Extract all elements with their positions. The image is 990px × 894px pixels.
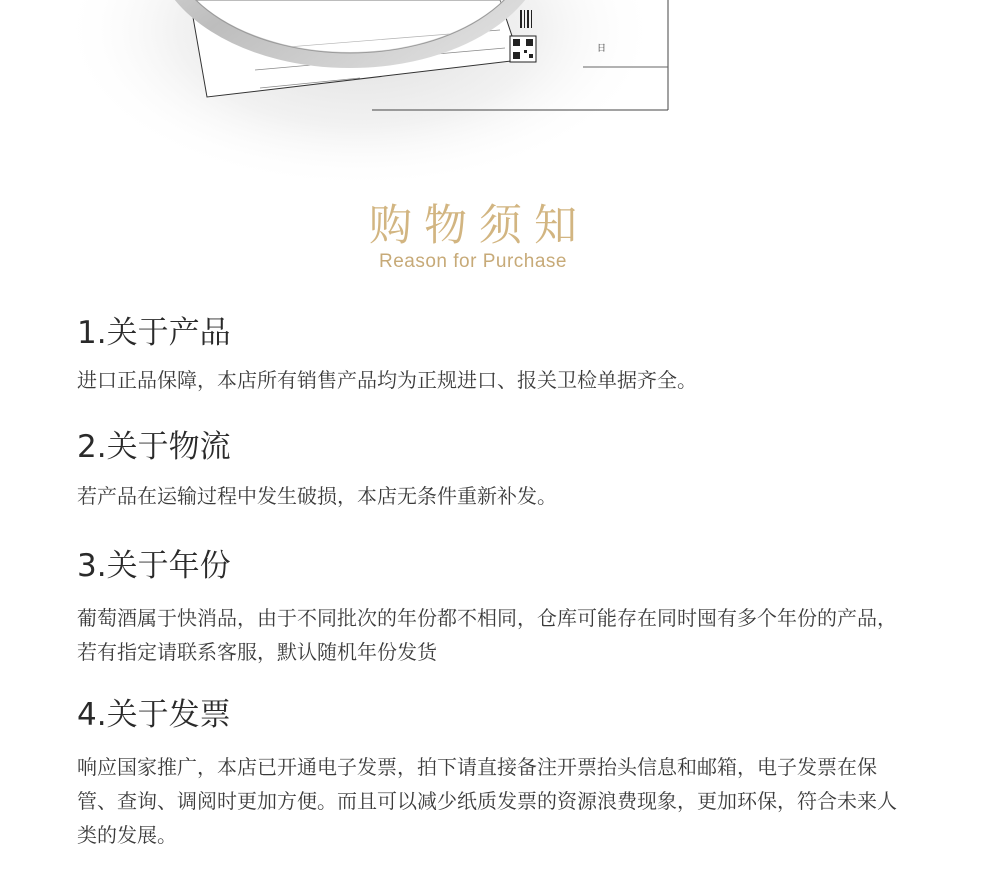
notice-section-invoice	[77, 695, 907, 852]
section-title: 3.关于年份	[77, 548, 231, 584]
hero-image	[0, 0, 990, 190]
section-body: 响应国家推广，本店已开通电子发票，拍下请直接备注开票抬头信息和邮箱，电子发票在保管、查询、调阅时更加方便。而且可以减少纸质发票的资源浪费现象，更加环保，符合未来人类的发展。	[77, 755, 897, 847]
section-body: 进口正品保障，本店所有销售产品均为正规进口、报关卫检单据齐全。	[77, 368, 697, 392]
section-title: 1.关于产品	[77, 315, 231, 351]
qr-code-icon	[510, 36, 536, 62]
invoice-date-label: 日	[597, 44, 607, 54]
invoice-illustration	[0, 0, 990, 190]
section-title: 2.关于物流	[77, 429, 231, 465]
heading-title: 购物须知	[369, 201, 589, 251]
section-body: 若产品在运输过程中发生破损，本店无条件重新补发。	[77, 484, 557, 508]
shopping-notice-heading	[0, 200, 946, 274]
section-title: 4.关于发票	[77, 697, 231, 733]
heading-subtitle: Reason for Purchase	[379, 251, 567, 272]
notice-section-logistics	[77, 427, 907, 513]
section-body: 葡萄酒属于快消品，由于不同批次的年份都不相同，仓库可能存在同时囤有多个年份的产品，若有指定请联系客服，默认随机年份发货	[77, 606, 897, 664]
notice-section-product	[77, 313, 907, 397]
notice-section-vintage	[77, 546, 907, 669]
